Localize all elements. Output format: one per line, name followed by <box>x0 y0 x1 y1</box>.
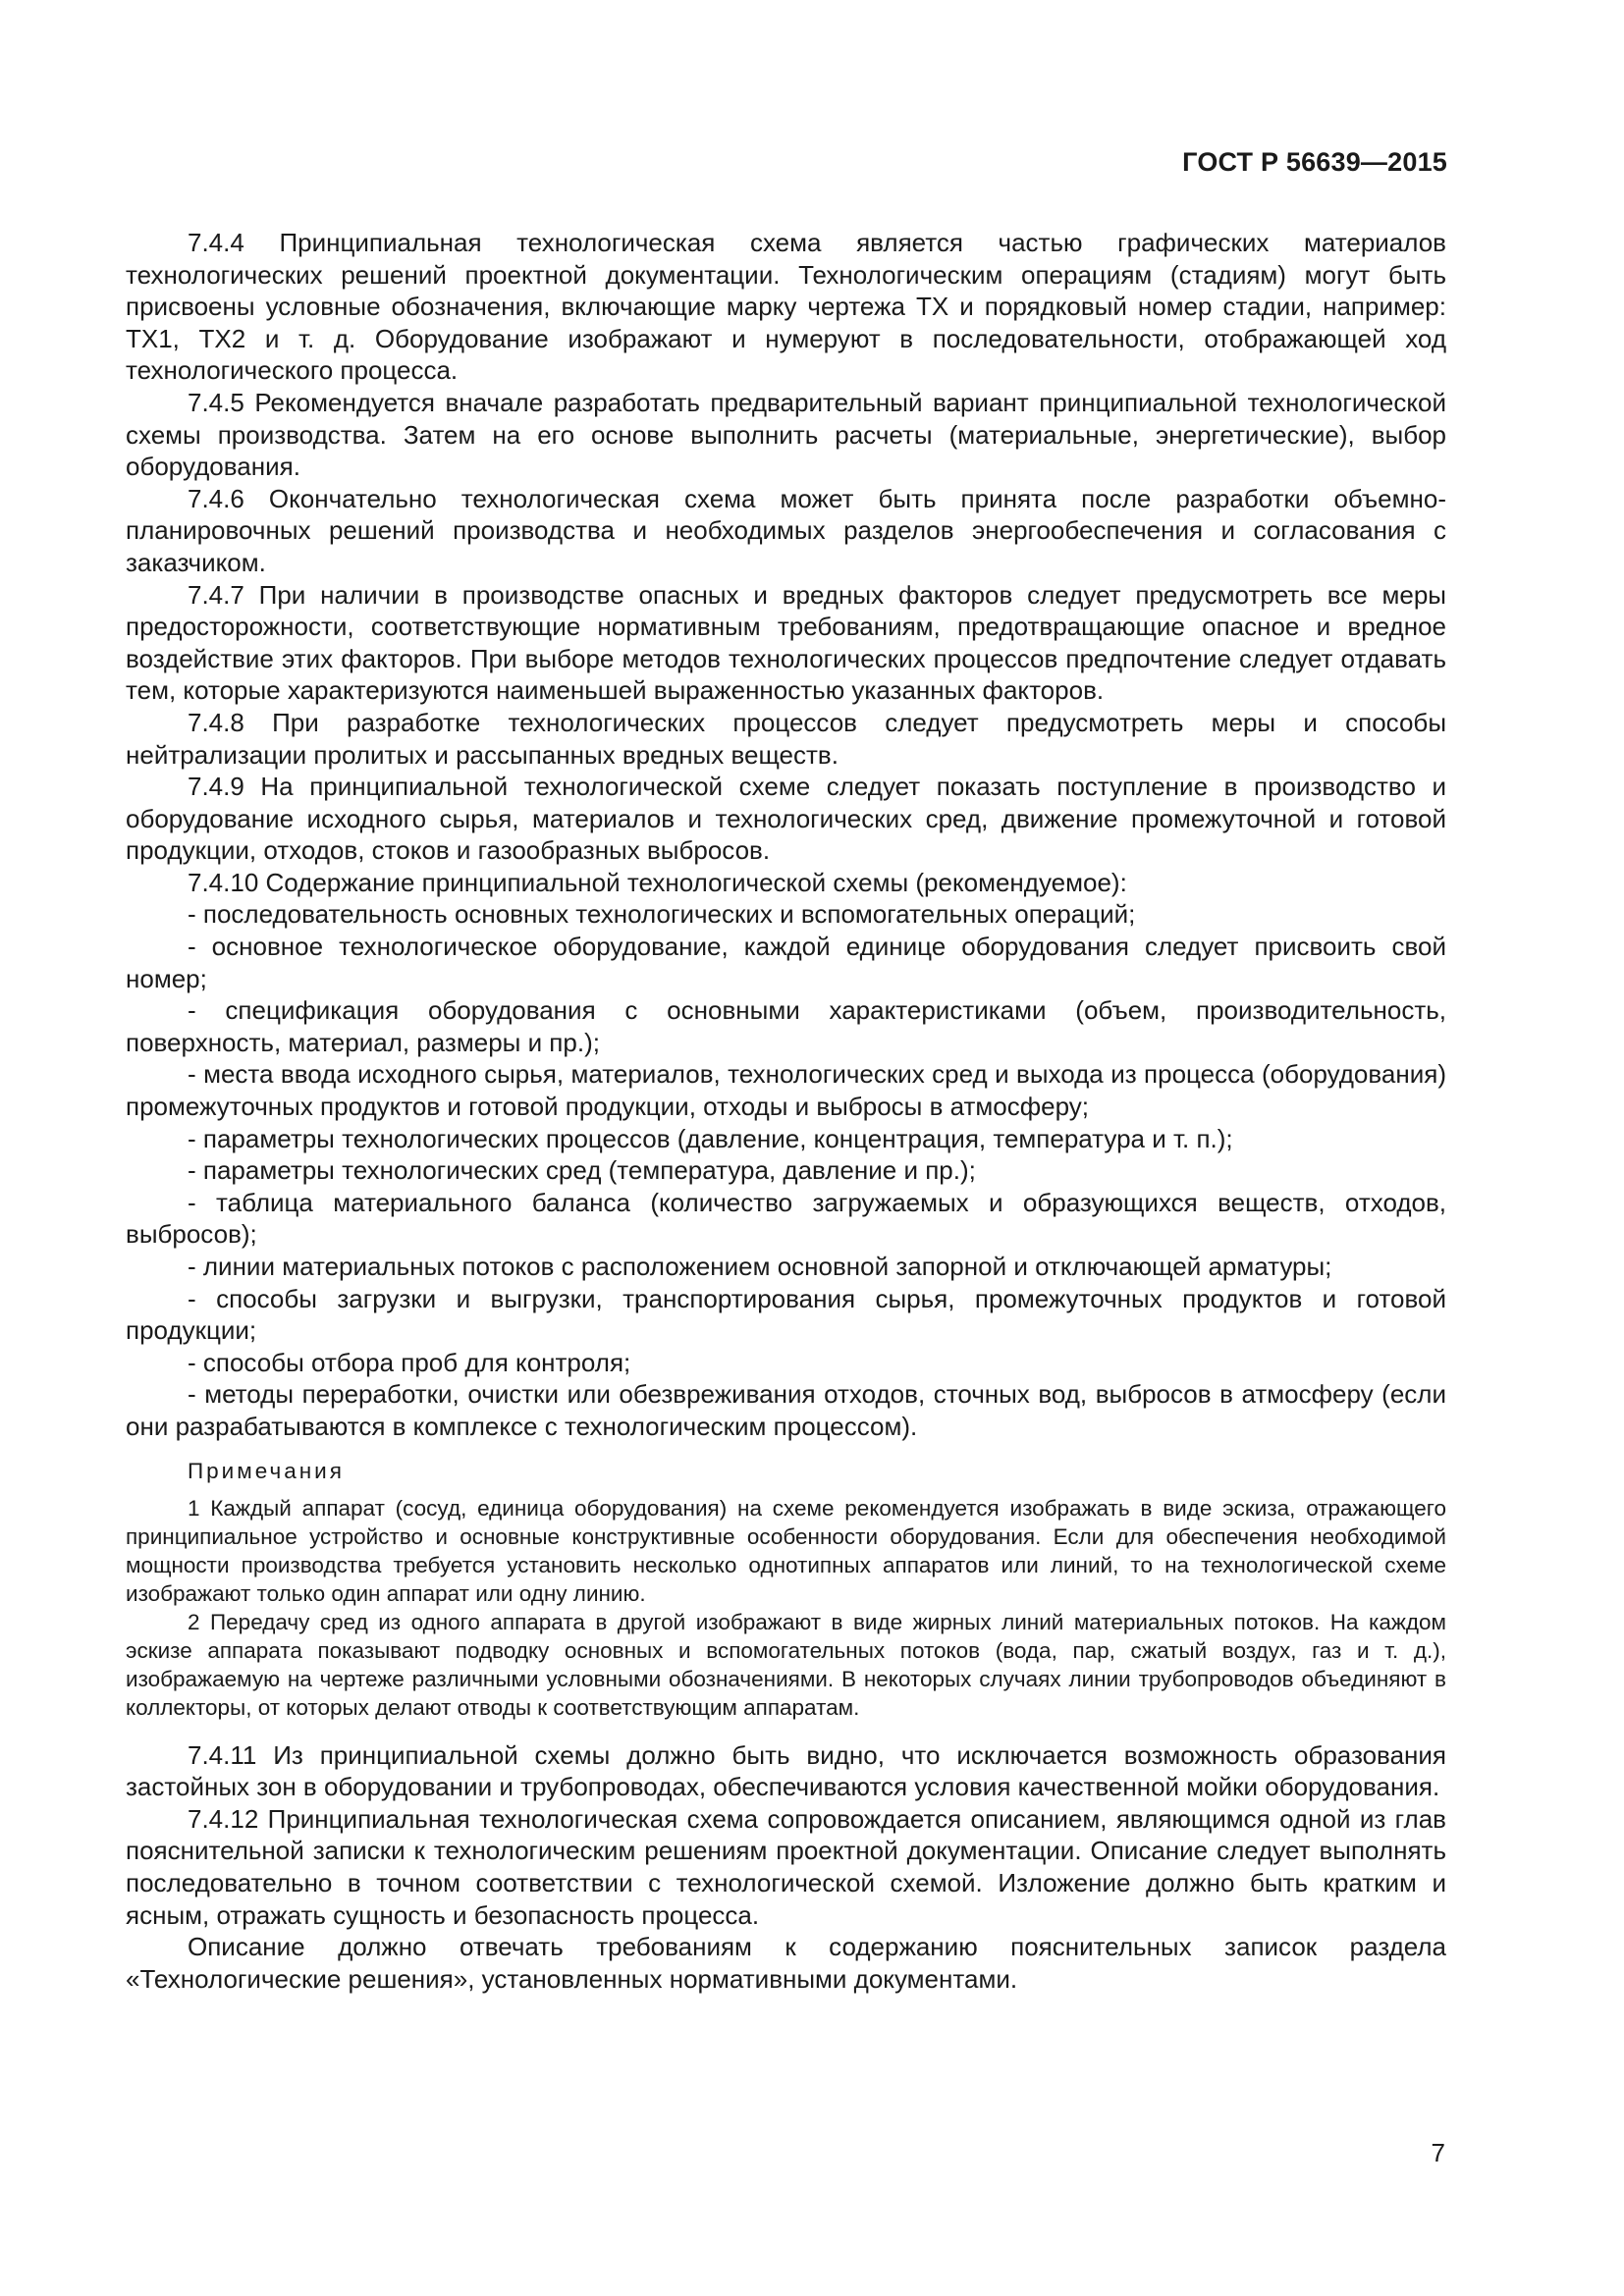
list-item: - спецификация оборудования с основными характеристиками (объем, производительность, поверхность, материал, размеры и пр.); <box>126 995 1446 1057</box>
paragraph-7-4-10: 7.4.10 Содержание принципиальной технологической схемы (рекомендуемое): <box>188 867 1127 897</box>
body-text <box>126 227 1446 1995</box>
list-item: - параметры технологических процессов (давление, концентрация, температура и т. п.); <box>188 1123 1233 1153</box>
paragraph-7-4-8: 7.4.8 При разработке технологических процессов следует предусмотреть меры и способы нейтрализации пролитых и рассыпанных вредных веществ. <box>126 707 1446 770</box>
paragraph-7-4-6: 7.4.6 Окончательно технологическая схема может быть принята после разработки объемно-планировочных решений производства и необходимых разделов энергообеспечения и согласования с заказчиком. <box>126 483 1446 577</box>
list-item: - способы отбора проб для контроля; <box>188 1347 631 1377</box>
list-item: - таблица материального баланса (количество загружаемых и образующихся веществ, отходов, выбросов); <box>126 1187 1446 1250</box>
paragraph-7-4-7: 7.4.7 При наличии в производстве опасных и вредных факторов следует предусмотреть все меры предосторожности, соответствующие нормативным требованиям, предотвращающие опасное и вредное воздействие этих факторов. При выборе методов технологических процессов предпочтение следует отдавать тем, которые характеризуются наименьшей выраженностью указанных факторов. <box>126 579 1446 706</box>
page-number: 7 <box>1431 2138 1445 2167</box>
list-item: - последовательность основных технологических и вспомогательных операций; <box>188 899 1136 930</box>
paragraph-7-4-5: 7.4.5 Рекомендуется вначале разработать предварительный вариант принципиальной технологической схемы производства. Затем на его основе выполнить расчеты (материальные, энергетические), выбор оборудования. <box>126 387 1446 482</box>
note-item: 2 Передачу сред из одного аппарата в другой изображают в виде жирных линий материальных потоков. На каждом эскизе аппарата показывают подводку основных и вспомогательных потоков (вода, пар, сжатый воздух, газ и т. д.), изображаемую на чертеже различными условными обозначениями. В некоторых случаях линии трубопроводов объединяют в коллекторы, от которых делают отводы к соответствующим аппаратам. <box>126 1609 1446 1720</box>
paragraph-description: Описание должно отвечать требованиям к содержанию пояснительных записок раздела «Технологические решения», установленных нормативными документами. <box>126 1932 1446 1994</box>
list-item: - параметры технологических сред (температура, давление и пр.); <box>188 1155 976 1186</box>
list-item: - основное технологическое оборудование, каждой единице оборудования следует присвоить свой номер; <box>126 932 1446 993</box>
paragraph-7-4-11: 7.4.11 Из принципиальной схемы должно быть видно, что исключается возможность образования застойных зон в оборудовании и трубопроводах, обеспечиваются условия качественной мойки оборудования. <box>126 1739 1446 1802</box>
notes-block <box>126 1457 1446 1722</box>
list-item: - способы загрузки и выгрузки, транспортирования сырья, промежуточных продуктов и готовой продукции; <box>126 1283 1446 1346</box>
list-item: - линии материальных потоков с расположением основной запорной и отключающей арматуры; <box>188 1252 1332 1281</box>
paragraph-7-4-4: 7.4.4 Принципиальная технологическая схема является частью графических материалов технологических решений проектной документации. Технологическим операциям (стадиям) могут быть присвоены условные обозначения, включающие марку чертежа ТХ и порядковый номер стадии, например: ТХ1, ТХ2 и т. д. Оборудование изображают и нумеруют в последовательности, отображающей ход технологического процесса. <box>126 228 1446 386</box>
list-item: - методы переработки, очистки или обезвреживания отходов, сточных вод, выбросов в атмосферу (если они разрабатываются в комплексе с технологическим процессом). <box>126 1379 1446 1441</box>
paragraph-7-4-9: 7.4.9 На принципиальной технологической схеме следует показать поступление в производство и оборудование исходного сырья, материалов и технологических сред, движение промежуточной и готовой продукции, отходов, стоков и газообразных выбросов. <box>126 772 1446 866</box>
note-item: 1 Каждый аппарат (сосуд, единица оборудования) на схеме рекомендуется изображать в виде эскиза, отражающего принципиальное устройство и основные конструктивные особенности оборудования. Если для обеспечения необходимой мощности производства требуется установить несколько однотипных аппаратов или линий, то на технологической схеме изображают только один аппарат или одну линию. <box>126 1495 1446 1606</box>
notes-title: Примечания <box>188 1458 345 1483</box>
document-code: ГОСТ Р 56639—2015 <box>1182 147 1447 177</box>
list-item: - места ввода исходного сырья, материалов, технологических сред и выхода из процесса (оборудования) промежуточных продуктов и готовой продукции, отходы и выбросы в атмосферу; <box>126 1059 1446 1122</box>
paragraph-7-4-12: 7.4.12 Принципиальная технологическая схема сопровождается описанием, являющимся одной из глав пояснительной записки к технологическим решениям проектной документации. Описание следует выполнять последовательно в точном соответствии с технологической схемой. Изложение должно быть кратким и ясным, отражать сущность и безопасность процесса. <box>126 1803 1446 1930</box>
